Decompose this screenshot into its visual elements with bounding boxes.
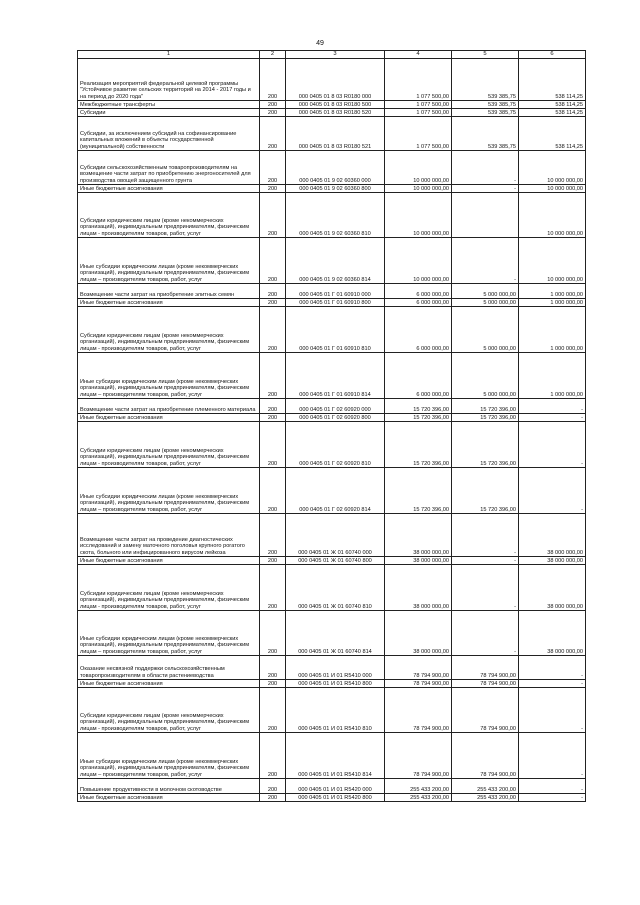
row-name-cell: Иные бюджетные ассигнования <box>78 557 260 565</box>
row-budget-code-cell: 000 0405 01 Г 01 60910 810 <box>286 307 385 353</box>
row-approved-cell: 15 720 396,00 <box>385 468 452 514</box>
column-header: 3 <box>286 51 385 59</box>
row-executed-cell: 255 433 200,00 <box>452 794 519 802</box>
table-row <box>78 117 586 151</box>
row-approved-cell: 10 000 000,00 <box>385 151 452 185</box>
row-budget-code-cell: 000 0405 01 И 01 R5410 810 <box>286 688 385 733</box>
row-approved-cell: 10 000 000,00 <box>385 238 452 284</box>
row-executed-cell: - <box>452 238 519 284</box>
row-budget-code-cell: 000 0405 01 8 03 R0180 521 <box>286 117 385 151</box>
row-remaining-cell: - <box>519 688 586 733</box>
table-row <box>78 422 586 468</box>
row-name-cell: Иные субсидии юридическим лицам (кроме некоммерческих организаций), индивидуальным предпринимателям, физическим лицам – производителям товаров, работ, услуг <box>78 238 260 284</box>
row-approved-cell: 6 000 000,00 <box>385 299 452 307</box>
row-approved-cell: 78 794 900,00 <box>385 656 452 680</box>
row-name-cell: Иные субсидии юридическим лицам (кроме некоммерческих организаций), индивидуальным предпринимателям, физическим лицам – производителям товаров, работ, услуг <box>78 353 260 399</box>
row-name-cell: Субсидии <box>78 109 260 117</box>
table-row <box>78 514 586 557</box>
row-line-code-cell: 200 <box>260 307 286 353</box>
row-budget-code-cell: 000 0405 01 9 02 60360 800 <box>286 185 385 193</box>
row-line-code-cell: 200 <box>260 514 286 557</box>
table-row <box>78 611 586 656</box>
row-line-code-cell: 200 <box>260 185 286 193</box>
table-row <box>78 238 586 284</box>
row-approved-cell: 78 794 900,00 <box>385 733 452 779</box>
table-row <box>78 779 586 794</box>
row-executed-cell: - <box>452 611 519 656</box>
row-remaining-cell: 10 000 000,00 <box>519 238 586 284</box>
row-name-cell: Иные бюджетные ассигнования <box>78 680 260 688</box>
table-row <box>78 193 586 238</box>
row-approved-cell: 255 433 200,00 <box>385 794 452 802</box>
row-budget-code-cell: 000 0405 01 Ж 01 60740 800 <box>286 557 385 565</box>
table-row <box>78 680 586 688</box>
row-executed-cell: 15 720 396,00 <box>452 414 519 422</box>
row-remaining-cell: - <box>519 779 586 794</box>
row-executed-cell: 5 000 000,00 <box>452 284 519 299</box>
row-budget-code-cell: 000 0405 01 8 03 R0180 500 <box>286 101 385 109</box>
table-row <box>78 399 586 414</box>
row-approved-cell: 6 000 000,00 <box>385 307 452 353</box>
table-row <box>78 656 586 680</box>
row-approved-cell: 15 720 396,00 <box>385 399 452 414</box>
table-row <box>78 101 586 109</box>
row-budget-code-cell: 000 0405 01 8 03 R0180 520 <box>286 109 385 117</box>
budget-table <box>77 50 586 802</box>
column-header: 4 <box>385 51 452 59</box>
row-executed-cell: 5 000 000,00 <box>452 353 519 399</box>
row-approved-cell: 1 077 500,00 <box>385 59 452 101</box>
row-approved-cell: 15 720 396,00 <box>385 422 452 468</box>
row-remaining-cell: - <box>519 680 586 688</box>
table-row <box>78 565 586 611</box>
row-remaining-cell: - <box>519 733 586 779</box>
row-budget-code-cell: 000 0405 01 9 02 60360 814 <box>286 238 385 284</box>
row-line-code-cell: 200 <box>260 557 286 565</box>
row-remaining-cell: - <box>519 656 586 680</box>
row-line-code-cell: 200 <box>260 59 286 101</box>
row-executed-cell: 539 385,75 <box>452 59 519 101</box>
row-line-code-cell: 200 <box>260 109 286 117</box>
row-approved-cell: 6 000 000,00 <box>385 284 452 299</box>
row-budget-code-cell: 000 0405 01 8 03 R0180 000 <box>286 59 385 101</box>
row-line-code-cell: 200 <box>260 688 286 733</box>
row-remaining-cell: 538 114,25 <box>519 109 586 117</box>
row-budget-code-cell: 000 0405 01 Ж 01 60740 814 <box>286 611 385 656</box>
row-approved-cell: 38 000 000,00 <box>385 514 452 557</box>
row-name-cell: Оказание несвязной поддержки сельскохозяйственным товаропроизводителям в области растениеводства <box>78 656 260 680</box>
row-line-code-cell: 200 <box>260 238 286 284</box>
row-remaining-cell: - <box>519 414 586 422</box>
row-approved-cell: 38 000 000,00 <box>385 565 452 611</box>
row-remaining-cell: 38 000 000,00 <box>519 565 586 611</box>
table-row <box>78 557 586 565</box>
row-budget-code-cell: 000 0405 01 Ж 01 60740 810 <box>286 565 385 611</box>
row-approved-cell: 78 794 900,00 <box>385 680 452 688</box>
row-budget-code-cell: 000 0405 01 И 01 R5410 000 <box>286 656 385 680</box>
row-executed-cell: 5 000 000,00 <box>452 307 519 353</box>
row-name-cell: Иные субсидии юридическим лицам (кроме некоммерческих организаций), индивидуальным предпринимателям, физическим лицам – производителям товаров, работ, услуг <box>78 611 260 656</box>
page-number: 49 <box>316 40 324 47</box>
row-name-cell: Субсидии юридическим лицам (кроме некоммерческих организаций), индивидуальным предпринимателям, физическим лицам - производителям товаров, работ, услуг <box>78 307 260 353</box>
row-approved-cell: 6 000 000,00 <box>385 353 452 399</box>
row-remaining-cell: 38 000 000,00 <box>519 611 586 656</box>
row-approved-cell: 15 720 396,00 <box>385 414 452 422</box>
row-remaining-cell: - <box>519 422 586 468</box>
row-executed-cell: 539 385,75 <box>452 109 519 117</box>
row-name-cell: Иные бюджетные ассигнования <box>78 414 260 422</box>
row-name-cell: Возмещение части затрат на приобретение племенного материала <box>78 399 260 414</box>
row-remaining-cell: 1 000 000,00 <box>519 353 586 399</box>
row-name-cell: Субсидии юридическим лицам (кроме некоммерческих организаций), индивидуальным предпринимателям, физическим лицам - производителям товаров, работ, услуг <box>78 565 260 611</box>
table-row <box>78 59 586 101</box>
row-executed-cell: 539 385,75 <box>452 117 519 151</box>
column-header: 6 <box>519 51 586 59</box>
row-remaining-cell: 10 000 000,00 <box>519 151 586 185</box>
row-executed-cell: - <box>452 565 519 611</box>
row-line-code-cell: 200 <box>260 468 286 514</box>
row-remaining-cell: - <box>519 399 586 414</box>
row-name-cell: Возмещение части затрат на проведение диагностических исследований и замену маточного поголовья крупного рогатого скота, больного или инфицированного вирусом лейкоза <box>78 514 260 557</box>
table-row <box>78 733 586 779</box>
row-approved-cell: 78 794 900,00 <box>385 688 452 733</box>
table-row <box>78 299 586 307</box>
row-line-code-cell: 200 <box>260 565 286 611</box>
row-executed-cell: - <box>452 185 519 193</box>
row-budget-code-cell: 000 0405 01 И 01 R5410 814 <box>286 733 385 779</box>
row-budget-code-cell: 000 0405 01 9 02 60360 810 <box>286 193 385 238</box>
table-row <box>78 307 586 353</box>
row-executed-cell: 15 720 396,00 <box>452 468 519 514</box>
row-executed-cell: 78 794 900,00 <box>452 680 519 688</box>
row-executed-cell: - <box>452 514 519 557</box>
row-budget-code-cell: 000 0405 01 Г 02 60920 800 <box>286 414 385 422</box>
row-approved-cell: 1 077 500,00 <box>385 101 452 109</box>
row-executed-cell <box>452 193 519 238</box>
table-row <box>78 151 586 185</box>
row-remaining-cell: 538 114,25 <box>519 117 586 151</box>
row-line-code-cell: 200 <box>260 422 286 468</box>
row-budget-code-cell: 000 0405 01 Г 02 60920 814 <box>286 468 385 514</box>
row-name-cell: Реализация мероприятий федеральной целевой программы "Устойчивое развитие сельских территорий на 2014 - 2017 годы и на период до 2020 года" <box>78 59 260 101</box>
row-name-cell: Субсидии юридическим лицам (кроме некоммерческих организаций), индивидуальным предпринимателям, физическим лицам - производителям товаров, работ, услуг <box>78 688 260 733</box>
row-remaining-cell: - <box>519 794 586 802</box>
row-budget-code-cell: 000 0405 01 И 01 R5420 000 <box>286 779 385 794</box>
table-row <box>78 185 586 193</box>
row-remaining-cell: 1 000 000,00 <box>519 284 586 299</box>
row-line-code-cell: 200 <box>260 299 286 307</box>
row-executed-cell: 78 794 900,00 <box>452 688 519 733</box>
row-line-code-cell: 200 <box>260 680 286 688</box>
row-remaining-cell: - <box>519 468 586 514</box>
row-name-cell: Иные субсидии юридическим лицам (кроме некоммерческих организаций), индивидуальным предпринимателям, физическим лицам – производителям товаров, работ, услуг <box>78 733 260 779</box>
table-row <box>78 414 586 422</box>
row-budget-code-cell: 000 0405 01 Ж 01 60740 000 <box>286 514 385 557</box>
table-row <box>78 794 586 802</box>
table-header-row <box>78 51 586 59</box>
row-approved-cell: 38 000 000,00 <box>385 557 452 565</box>
row-executed-cell: 78 794 900,00 <box>452 656 519 680</box>
table-row <box>78 688 586 733</box>
row-line-code-cell: 200 <box>260 101 286 109</box>
row-line-code-cell: 200 <box>260 151 286 185</box>
row-name-cell: Субсидии юридическим лицам (кроме некоммерческих организаций), индивидуальным предпринимателям, физическим лицам - производителям товаров, работ, услуг <box>78 193 260 238</box>
row-approved-cell: 10 000 000,00 <box>385 193 452 238</box>
table-row <box>78 353 586 399</box>
row-budget-code-cell: 000 0405 01 Г 02 60920 810 <box>286 422 385 468</box>
row-name-cell: Иные бюджетные ассигнования <box>78 794 260 802</box>
row-remaining-cell: 38 000 000,00 <box>519 557 586 565</box>
row-approved-cell: 10 000 000,00 <box>385 185 452 193</box>
row-line-code-cell: 200 <box>260 733 286 779</box>
table-body <box>78 59 586 802</box>
row-budget-code-cell: 000 0405 01 9 02 60360 000 <box>286 151 385 185</box>
row-executed-cell: - <box>452 557 519 565</box>
row-approved-cell: 38 000 000,00 <box>385 611 452 656</box>
row-remaining-cell: 10 000 000,00 <box>519 193 586 238</box>
row-line-code-cell: 200 <box>260 193 286 238</box>
row-line-code-cell: 200 <box>260 284 286 299</box>
row-remaining-cell: 10 000 000,00 <box>519 185 586 193</box>
row-line-code-cell: 200 <box>260 399 286 414</box>
row-approved-cell: 255 433 200,00 <box>385 779 452 794</box>
column-header: 5 <box>452 51 519 59</box>
table-row <box>78 284 586 299</box>
column-header: 2 <box>260 51 286 59</box>
row-executed-cell: 255 433 200,00 <box>452 779 519 794</box>
row-remaining-cell: 1 000 000,00 <box>519 307 586 353</box>
row-remaining-cell: 1 000 000,00 <box>519 299 586 307</box>
table-row <box>78 109 586 117</box>
row-name-cell: Иные бюджетные ассигнования <box>78 185 260 193</box>
column-header: 1 <box>78 51 260 59</box>
row-line-code-cell: 200 <box>260 414 286 422</box>
row-budget-code-cell: 000 0405 01 И 01 R5420 800 <box>286 794 385 802</box>
row-line-code-cell: 200 <box>260 794 286 802</box>
row-name-cell: Иные субсидии юридическим лицам (кроме некоммерческих организаций), индивидуальным предпринимателям, физическим лицам – производителям товаров, работ, услуг <box>78 468 260 514</box>
row-line-code-cell: 200 <box>260 779 286 794</box>
row-remaining-cell: 538 114,25 <box>519 59 586 101</box>
row-executed-cell: 539 385,75 <box>452 101 519 109</box>
row-remaining-cell: 538 114,25 <box>519 101 586 109</box>
row-budget-code-cell: 000 0405 01 Г 02 60920 000 <box>286 399 385 414</box>
row-name-cell: Межбюджетные трансферты <box>78 101 260 109</box>
row-budget-code-cell: 000 0405 01 Г 01 60910 800 <box>286 299 385 307</box>
row-name-cell: Повышение продуктивности в молочном скотоводстве <box>78 779 260 794</box>
row-budget-code-cell: 000 0405 01 И 01 R5410 800 <box>286 680 385 688</box>
row-approved-cell: 1 077 500,00 <box>385 117 452 151</box>
row-executed-cell: 78 794 900,00 <box>452 733 519 779</box>
row-budget-code-cell: 000 0405 01 Г 01 60910 000 <box>286 284 385 299</box>
row-executed-cell: 15 720 396,00 <box>452 422 519 468</box>
row-budget-code-cell: 000 0405 01 Г 01 60910 814 <box>286 353 385 399</box>
row-name-cell: Субсидии сельскохозяйственным товаропроизводителям на возмещение части затрат по приобретению энергоносителей для производства овощей защищенного грунта <box>78 151 260 185</box>
row-name-cell: Возмещение части затрат на приобретение элитных семян <box>78 284 260 299</box>
row-line-code-cell: 200 <box>260 353 286 399</box>
table-row <box>78 468 586 514</box>
row-executed-cell: 5 000 000,00 <box>452 299 519 307</box>
row-executed-cell: - <box>452 151 519 185</box>
row-name-cell: Иные бюджетные ассигнования <box>78 299 260 307</box>
row-line-code-cell: 200 <box>260 117 286 151</box>
row-line-code-cell: 200 <box>260 656 286 680</box>
row-remaining-cell: 38 000 000,00 <box>519 514 586 557</box>
row-name-cell: Субсидии юридическим лицам (кроме некоммерческих организаций), индивидуальным предпринимателям, физическим лицам - производителям товаров, работ, услуг <box>78 422 260 468</box>
row-line-code-cell: 200 <box>260 611 286 656</box>
row-executed-cell: 15 720 396,00 <box>452 399 519 414</box>
row-name-cell: Субсидии, за исключением субсидий на софинансирование капитальных вложений в объекты государственной (муниципальной) собственности <box>78 117 260 151</box>
row-approved-cell: 1 077 500,00 <box>385 109 452 117</box>
